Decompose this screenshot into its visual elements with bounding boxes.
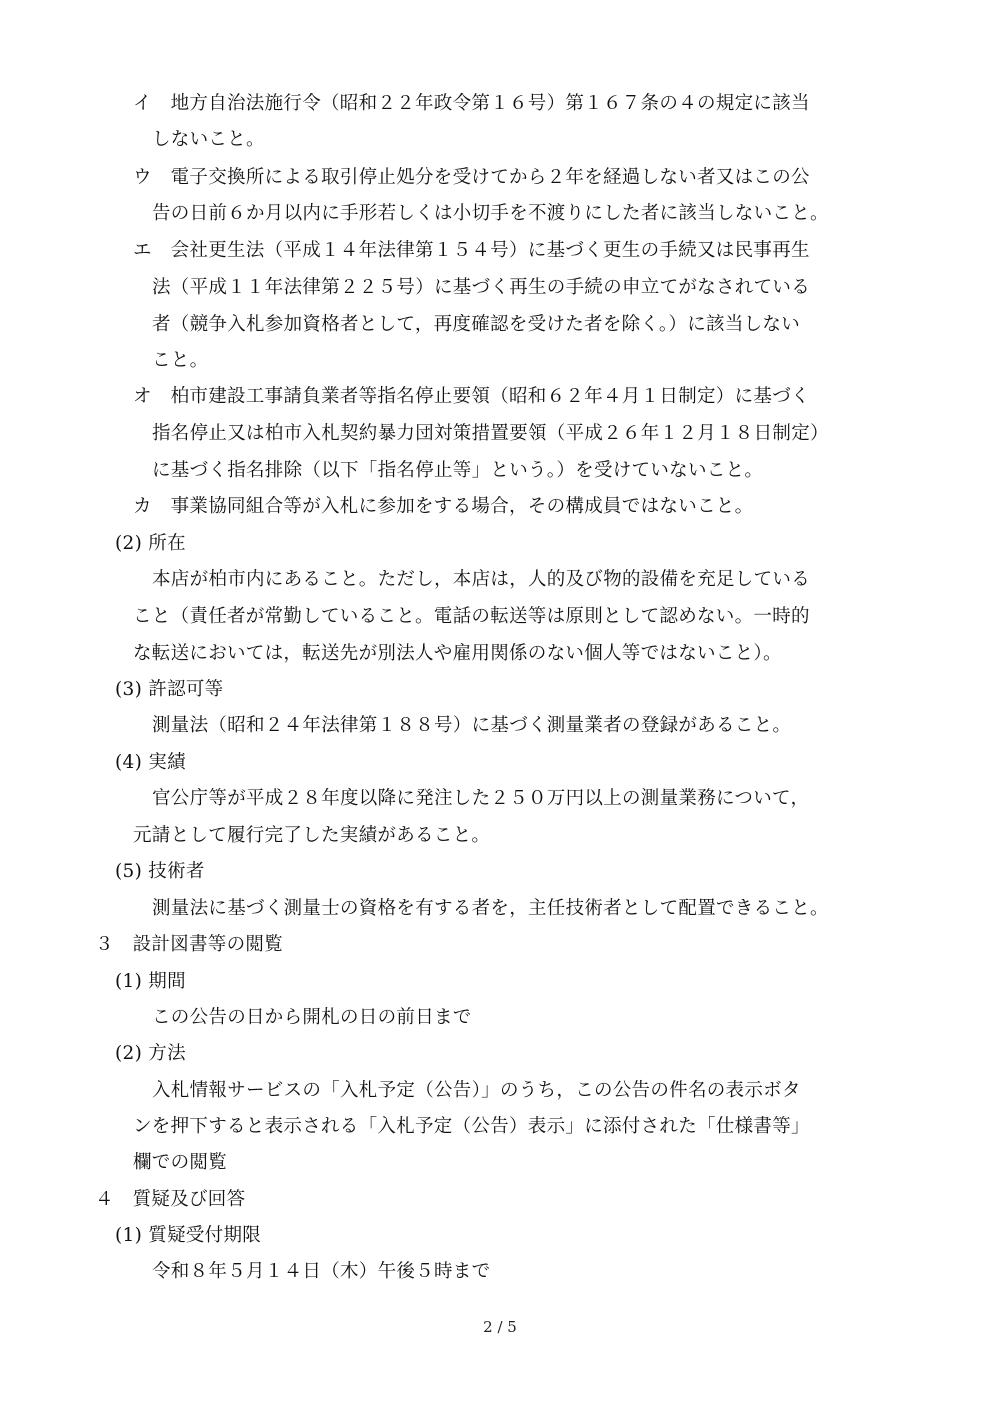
section-4-line-2: 元請として履行完了した実績があること。	[133, 825, 491, 846]
section-2-line-2: こと（責任者が常勤していること。電話の転送等は原則として認めない。一時的	[133, 606, 810, 627]
item-o-line-3: に基づく指名排除（以下「指名停止等」という。）を受けていないこと。	[152, 460, 764, 481]
chapter-3-sub-2-line-3: 欄での閲覧	[133, 1152, 228, 1173]
section-2-line-1: 本店が柏市内にあること。ただし，本店は，人的及び物的設備を充足している	[152, 569, 811, 590]
chapter-4-sub-1-heading: (1) 質疑受付期限	[115, 1225, 262, 1246]
section-3-line-1: 測量法（昭和２４年法律第１８８号）に基づく測量業者の登録があること。	[152, 715, 792, 736]
chapter-3-sub-2-heading: (2) 方法	[115, 1043, 186, 1064]
chapter-4-heading: ４ 質疑及び回答	[95, 1189, 246, 1210]
item-u-line-2: 告の日前６か月以内に手形若しくは小切手を不渡りにした者に該当しないこと。	[152, 203, 829, 224]
section-4-line-1: 官公庁等が平成２８年度以降に発注した２５０万円以上の測量業務について，	[152, 788, 810, 809]
page-number: 2 / 5	[483, 1318, 517, 1336]
item-u-line-1: ウ 電子交換所による取引停止処分を受けてから２年を経過しない者又はこの公	[133, 167, 810, 188]
chapter-3-sub-1-line-1: この公告の日から開札の日の前日まで	[152, 1007, 472, 1028]
chapter-3-sub-2-line-2: ンを押下すると表示される「入札予定（公告）表示」に添付された「仕様書等」	[133, 1116, 810, 1137]
section-3-heading: (3) 許認可等	[115, 679, 224, 700]
chapter-4-sub-1-line-1: 令和８年５月１４日（木）午後５時まで	[152, 1261, 491, 1282]
section-2-line-3: な転送においては，転送先が別法人や雇用関係のない個人等ではないこと）。	[133, 643, 782, 664]
item-i-line-2: しないこと。	[152, 129, 265, 150]
section-5-line-1: 測量法に基づく測量士の資格を有する者を，主任技術者として配置できること。	[152, 898, 829, 919]
item-e-line-1: エ 会社更生法（平成１４年法律第１５４号）に基づく更生の手続又は民事再生	[133, 240, 810, 261]
item-o-line-1: オ 柏市建設工事請負業者等指名停止要領（昭和６２年４月１日制定）に基づく	[133, 386, 810, 407]
item-e-line-3: 者（競争入札参加資格者として，再度確認を受けた者を除く。）に該当しない	[152, 314, 801, 335]
chapter-3-heading: ３ 設計図書等の閲覧	[95, 934, 284, 955]
item-e-line-4: こと。	[152, 350, 209, 371]
section-4-heading: (4) 実績	[115, 752, 186, 773]
section-2-heading: (2) 所在	[115, 533, 186, 554]
chapter-3-sub-1-heading: (1) 期間	[115, 971, 186, 992]
chapter-3-sub-2-line-1: 入札情報サービスの「入札予定（公告）」のうち，この公告の件名の表示ボタ	[152, 1080, 801, 1101]
item-i-line-1: イ 地方自治法施行令（昭和２２年政令第１６号）第１６７条の４の規定に該当	[133, 93, 810, 114]
item-ka-line-1: カ 事業協同組合等が入札に参加をする場合，その構成員ではないこと。	[133, 496, 754, 517]
section-5-heading: (5) 技術者	[115, 861, 205, 882]
item-o-line-2: 指名停止又は柏市入札契約暴力団対策措置要領（平成２６年１２月１８日制定）	[152, 423, 829, 444]
item-e-line-2: 法（平成１１年法律第２２５号）に基づく再生の手続の申立てがなされている	[152, 277, 811, 298]
